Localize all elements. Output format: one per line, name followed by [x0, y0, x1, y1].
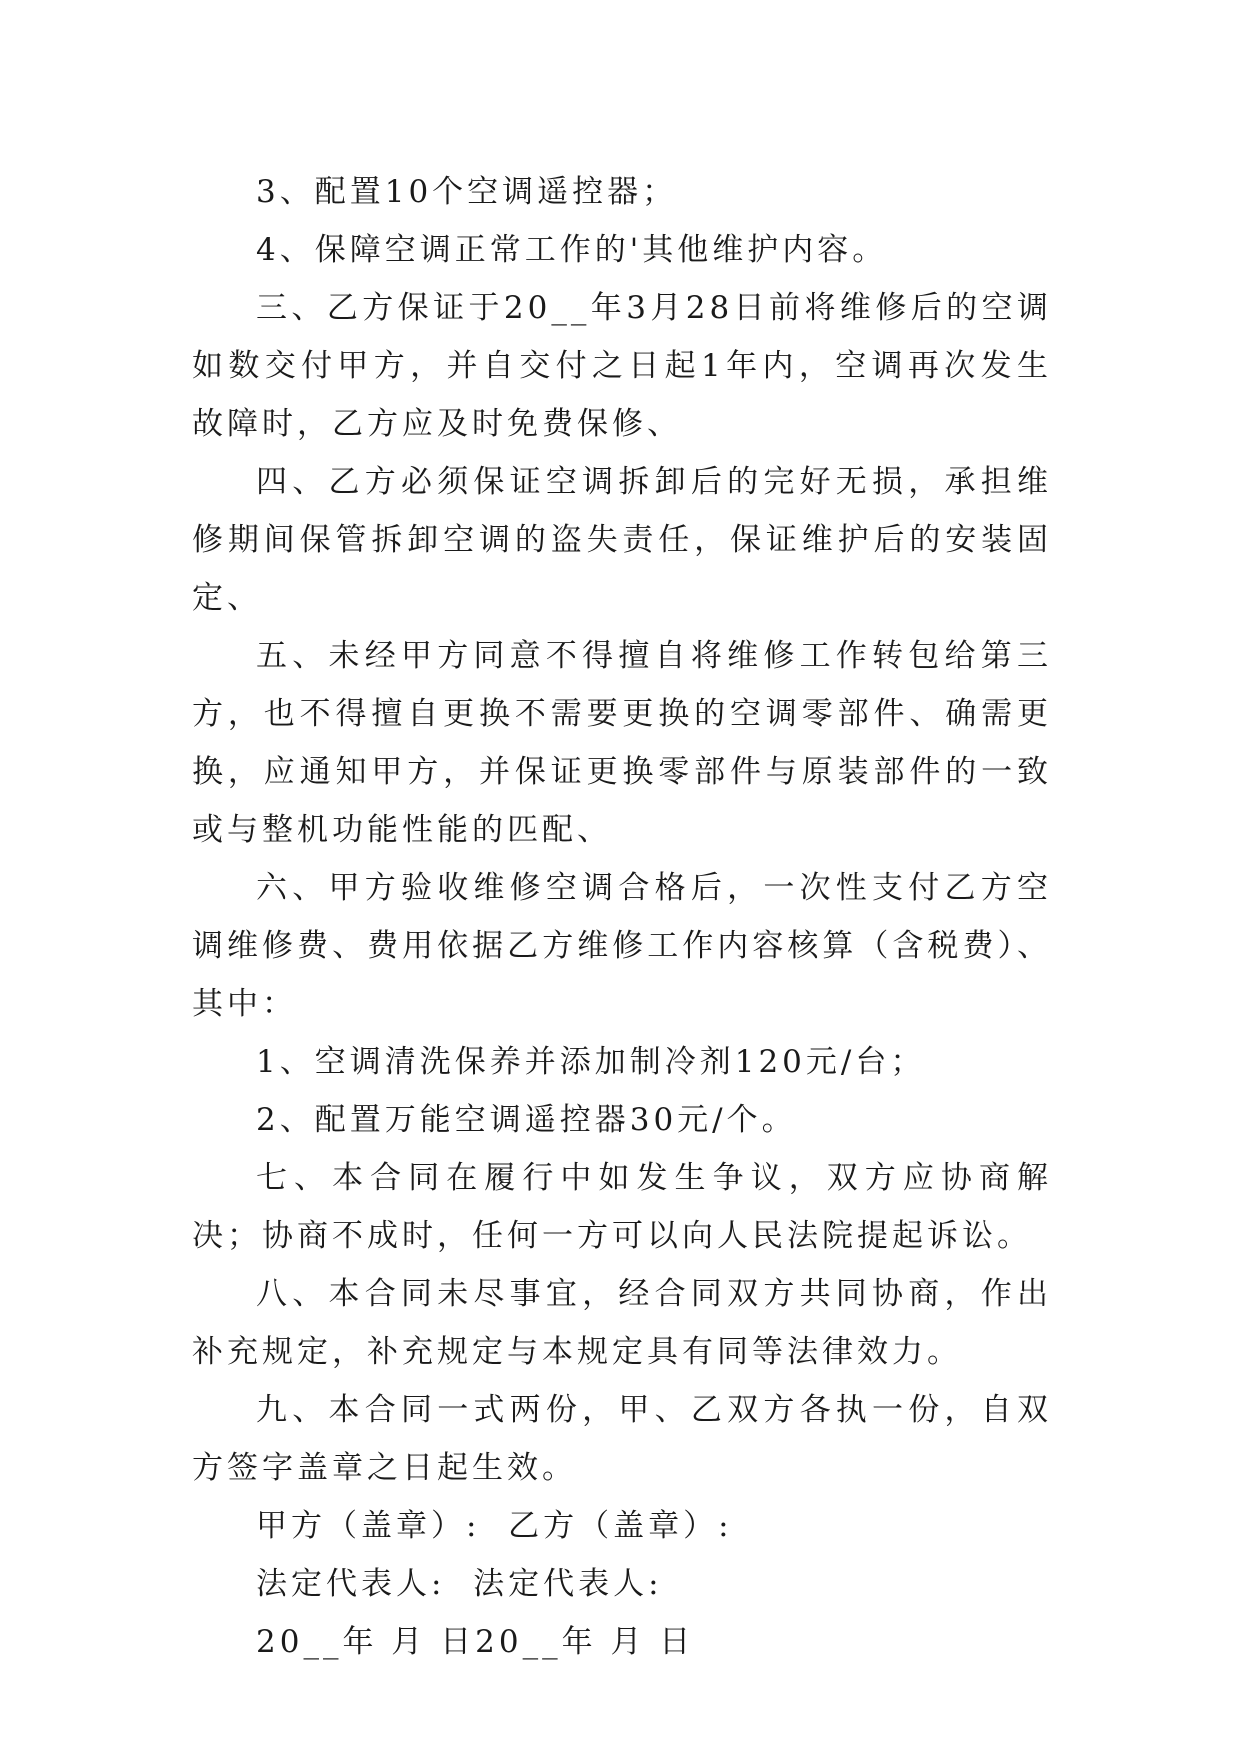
party-a-seal-label: 甲方（盖章）:: [256, 1508, 481, 1544]
signature-rep-line: [192, 1555, 1052, 1613]
party-b-seal-label: 乙方（盖章）:: [508, 1508, 733, 1544]
paragraph-clause-6-item-1: 1、空调清洗保养并添加制冷剂120元/台；: [256, 1044, 926, 1080]
paragraph-clause-6: 六、甲方验收维修空调合格后，一次性支付乙方空调维修费、费用依据乙方维修工作内容核算（含税费）、其中：: [192, 870, 1052, 1022]
paragraph-clause-5: 五、未经甲方同意不得擅自将维修工作转包给第三方，也不得擅自更换不需要更换的空调零部件、确需更换，应通知甲方，并保证更换零部件与原装部件的一致或与整机功能性能的匹配、: [192, 638, 1052, 848]
paragraph-clause-7: 七、本合同在履行中如发生争议，双方应协商解决；协商不成时，任何一方可以向人民法院提起诉讼。: [192, 1160, 1052, 1254]
signature-date-line: [192, 1613, 1052, 1671]
signature-seal-line: [192, 1497, 1052, 1555]
party-a-date: 20__年 月 日: [256, 1624, 476, 1660]
paragraph-clause-8: 八、本合同未尽事宜，经合同双方共同协商，作出补充规定，补充规定与本规定具有同等法律效力。: [192, 1276, 1052, 1370]
party-b-date: 20__年 月 日: [475, 1624, 695, 1660]
paragraph-clause-2-item-3: 3、配置10个空调遥控器；: [256, 174, 678, 210]
paragraph-clause-9: 九、本合同一式两份，甲、乙双方各执一份，自双方签字盖章之日起生效。: [192, 1392, 1052, 1486]
paragraph-clause-3: 三、乙方保证于20__年3月28日前将维修后的空调如数交付甲方，并自交付之日起1年内，空调再次发生故障时，乙方应及时免费保修、: [192, 290, 1052, 442]
paragraph-clause-2-item-4: 4、保障空调正常工作的'其他维护内容。: [256, 232, 888, 268]
paragraph-clause-6-item-2: 2、配置万能空调遥控器30元/个。: [256, 1102, 797, 1138]
contract-body: [192, 163, 1052, 1671]
party-a-rep-label: 法定代表人:: [256, 1566, 446, 1602]
paragraph-clause-4: 四、乙方必须保证空调拆卸后的完好无损，承担维修期间保管拆卸空调的盗失责任，保证维护后的安装固定、: [192, 464, 1052, 616]
party-b-rep-label: 法定代表人:: [473, 1566, 663, 1602]
